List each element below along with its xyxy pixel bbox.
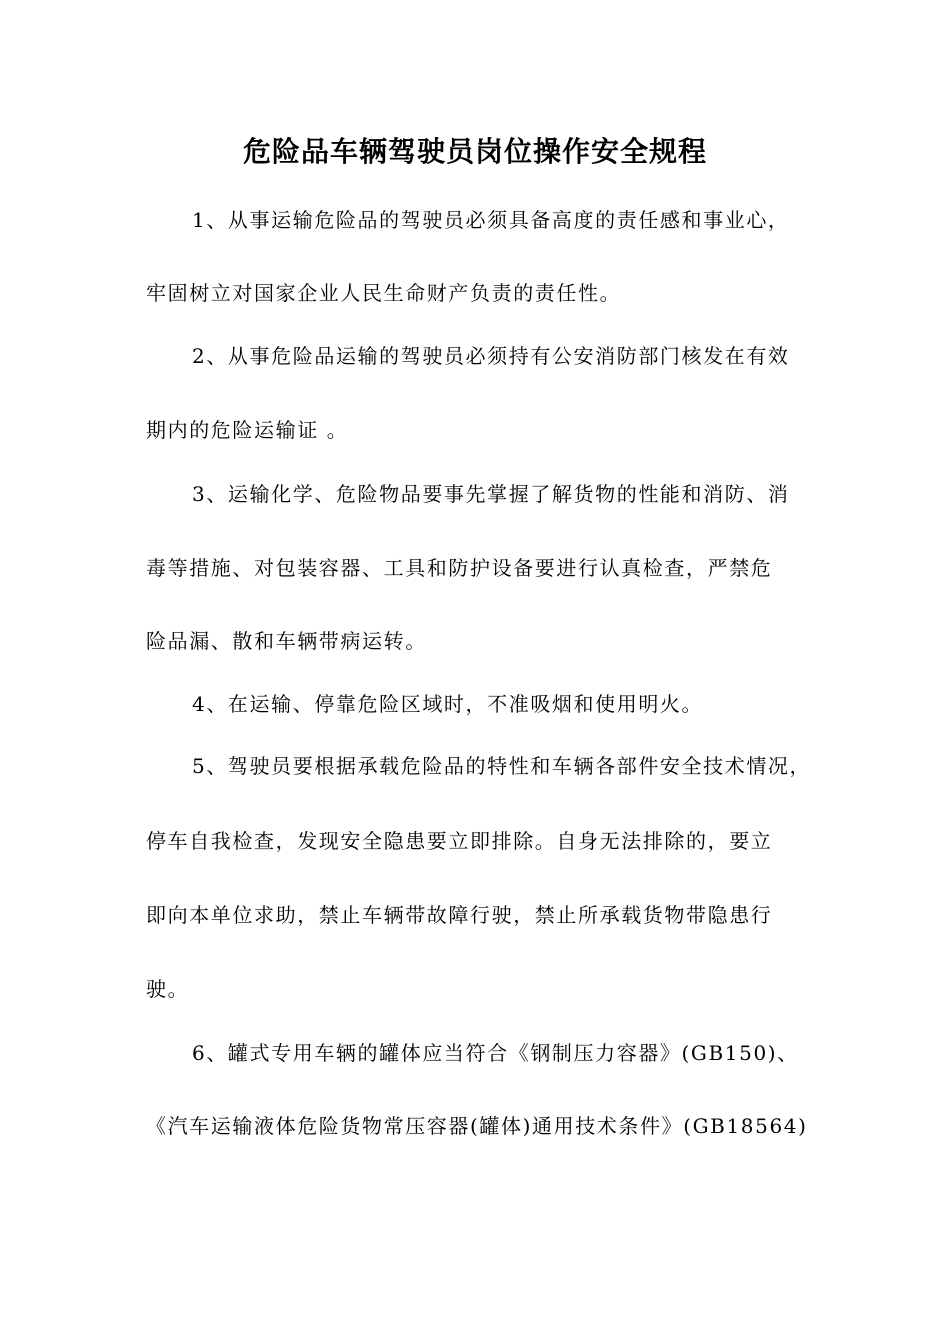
paragraph-line: 《汽车运输液体危险货物常压容器(罐体)通用技术条件》(GB18564) (146, 1114, 808, 1138)
paragraph-line: 6、罐式专用车辆的罐体应当符合《钢制压力容器》(GB150)、 (192, 1041, 799, 1065)
paragraph-line: 牢固树立对国家企业人民生命财产负责的责任性。 (146, 281, 622, 305)
paragraph-line: 3、运输化学、危险物品要事先掌握了解货物的性能和消防、消 (192, 482, 790, 506)
paragraph-line: 驶。 (146, 977, 190, 1001)
paragraph-line: 即向本单位求助，禁止车辆带故障行驶，禁止所承载货物带隐患行 (146, 903, 773, 927)
paragraph-line: 期内的危险运输证 。 (146, 418, 349, 442)
paragraph-line: 1、从事运输危险品的驾驶员必须具备高度的责任感和事业心， (192, 208, 790, 232)
paragraph-line: 4、在运输、停靠危险区域时，不准吸烟和使用明火。 (192, 692, 704, 716)
document-title: 危险品车辆驾驶员岗位操作安全规程 (242, 135, 707, 168)
paragraph-line: 5、驾驶员要根据承载危险品的特性和车辆各部件安全技术情况， (192, 754, 812, 778)
paragraph-line: 停车自我检查，发现安全隐患要立即排除。自身无法排除的，要立 (146, 829, 773, 853)
paragraph-line: 险品漏、散和车辆带病运转。 (146, 629, 427, 653)
paragraph-line: 2、从事危险品运输的驾驶员必须持有公安消防部门核发在有效 (192, 344, 790, 368)
paragraph-line: 毒等措施、对包装容器、工具和防护设备要进行认真检查，严禁危 (146, 556, 773, 580)
